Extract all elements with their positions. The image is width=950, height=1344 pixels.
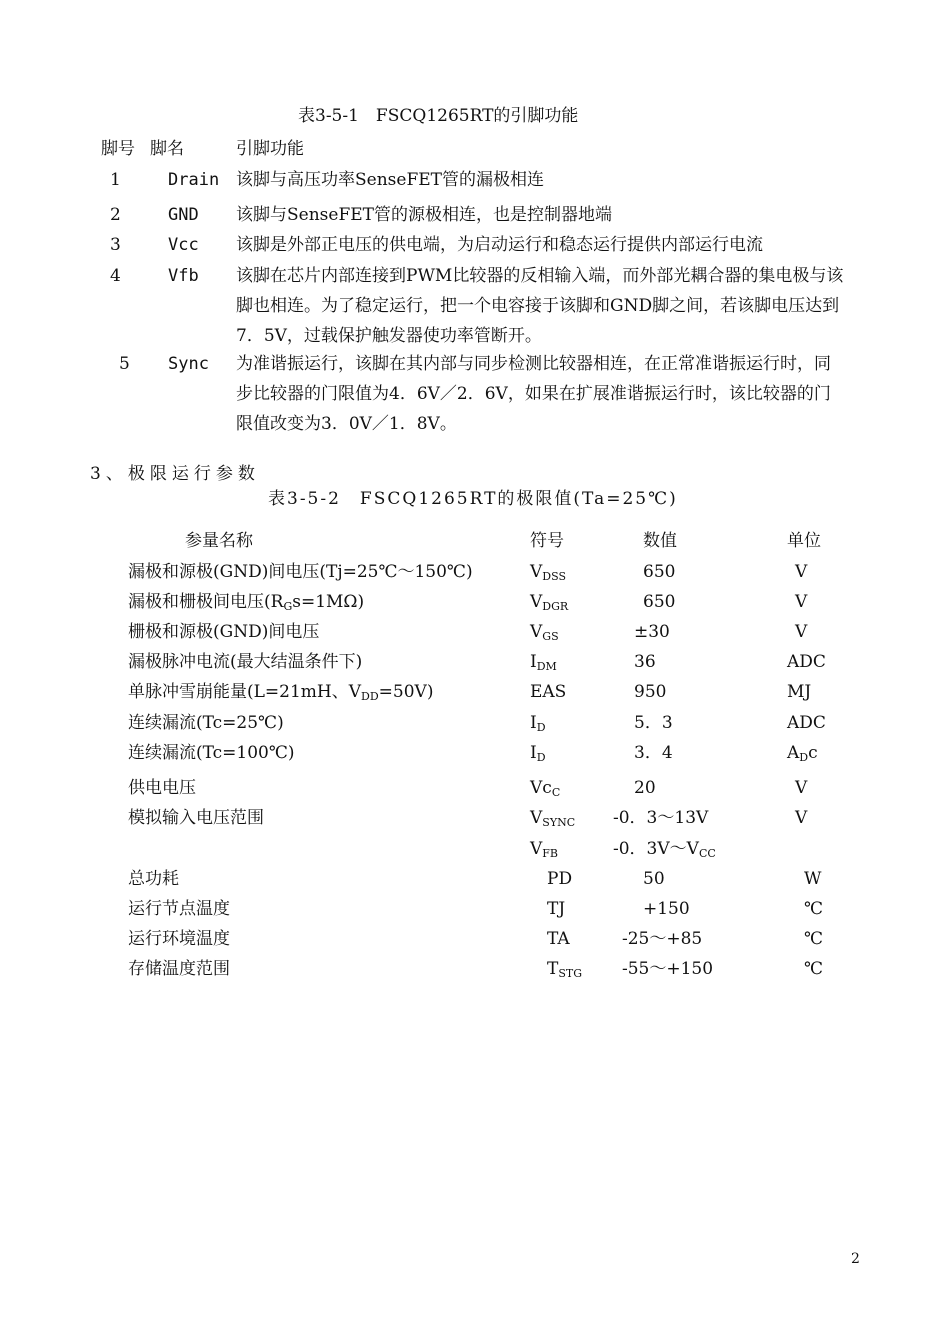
param-name: 运行节点温度 (128, 899, 230, 919)
table2-header-unit: 单位 (787, 531, 821, 551)
param-unit: $A_Dc$ (787, 743, 818, 764)
param-unit: V (795, 622, 808, 642)
param-name: 供电电压 (128, 778, 196, 798)
param-symbol: $V_{SYNC}$ (530, 808, 576, 829)
param-symbol: $V_{DSS}$ (530, 562, 566, 583)
pin-name: GND (168, 205, 199, 225)
param-unit: MJ (787, 682, 812, 702)
param-unit: ℃ (804, 929, 824, 949)
table2-header-param: 参量名称 (185, 531, 253, 551)
table1-header-no: 脚号 (101, 139, 135, 159)
table1-header-name: 脚名 (150, 139, 184, 159)
pin-function: 为准谐振运行，该脚在其内部与同步检测比较器相连，在正常准谐振运行时，同步比较器的门限值为4．6V／2．6V，如果在扩展准谐振运行时，该比较器的门限值改变为3．0V／1．8V。 (236, 354, 831, 434)
param-name: 连续漏流(Tc=25℃) (128, 713, 284, 733)
pin-name: Drain (168, 170, 220, 190)
param-name: 连续漏流(Tc=100℃) (128, 743, 295, 763)
pin-name: Sync (168, 354, 209, 374)
param-name: 栅极和源极(GND)间电压 (128, 622, 320, 642)
param-value: 5．3 (634, 713, 673, 733)
param-value: 650 (643, 592, 676, 612)
pin-no: 2 (110, 205, 121, 225)
pin-function: 该脚与高压功率SenseFET管的漏极相连 (236, 170, 544, 190)
param-name: 总功耗 (128, 869, 179, 889)
pin-name: Vcc (168, 235, 199, 255)
pin-function: 该脚在芯片内部连接到PWM比较器的反相输入端，而外部光耦合器的集电极与该脚也相连。为了稳定运行，把一个电容接于该脚和GND脚之间，若该脚电压达到7．5V，过载保护触发器使功率管断开。 (236, 266, 844, 346)
table2-header-symbol: 符号 (530, 531, 564, 551)
param-unit: W (804, 869, 822, 889)
param-unit: ADC (787, 652, 826, 672)
param-name: 单脉冲雪崩能量(L=21mH、$V_{DD}=50V$) (128, 682, 434, 703)
table2-caption: 表3-5-2 FSCQ1265RT的极限值(Ta=25℃) (268, 489, 678, 509)
param-symbol: $V_{FB}$ (530, 839, 558, 860)
param-value: 36 (634, 652, 656, 672)
param-symbol: $I_{DM}$ (530, 652, 557, 673)
pin-no: 1 (110, 170, 121, 190)
pin-function: 该脚是外部正电压的供电端，为启动运行和稳态运行提供内部运行电流 (236, 235, 763, 255)
param-value: ±30 (634, 622, 670, 642)
table1-caption: 表3-5-1 FSCQ1265RT的引脚功能 (298, 106, 579, 126)
param-value: 3．4 (634, 743, 673, 763)
section-heading: 3、极限运行参数 (90, 464, 260, 484)
param-symbol: $V_{DGR}$ (530, 592, 569, 613)
param-name: 模拟输入电压范围 (128, 808, 264, 828)
param-value: 20 (634, 778, 656, 798)
pin-name: Vfb (168, 266, 199, 286)
param-value: +150 (643, 899, 690, 919)
param-name: 漏极和栅极间电压$(R_Gs=1M\Omega)$ (128, 592, 365, 613)
param-name: 漏极脉冲电流(最大结温条件下) (128, 652, 363, 672)
param-symbol: $V_{GS}$ (530, 622, 559, 643)
param-unit: V (795, 562, 808, 582)
pin-no: 5 (119, 354, 130, 374)
param-symbol: $I_D$ (530, 743, 546, 764)
param-unit: ℃ (804, 959, 824, 979)
param-value: 50 (643, 869, 665, 889)
param-unit: ℃ (804, 899, 824, 919)
param-value: -0．$3V\sim V_{CC}$ (613, 839, 716, 860)
table2-header-value: 数值 (643, 531, 677, 551)
param-name: 存储温度范围 (128, 959, 230, 979)
param-value: -55～+150 (622, 959, 714, 979)
table1-header-func: 引脚功能 (236, 139, 304, 159)
param-name: 运行环境温度 (128, 929, 230, 949)
param-symbol: $T_{STG}$ (547, 959, 583, 980)
param-symbol: $Vc_C$ (530, 778, 561, 799)
param-value: -25～+85 (622, 929, 703, 949)
param-unit: ADC (787, 713, 826, 733)
param-unit: V (795, 592, 808, 612)
pin-no: 4 (110, 266, 121, 286)
param-name: 漏极和源极(GND)间电压(Tj=25℃～150℃) (128, 562, 473, 582)
param-value: 950 (634, 682, 667, 702)
pin-function: 该脚与SenseFET管的源极相连，也是控制器地端 (236, 205, 612, 225)
param-symbol: TJ (547, 899, 566, 919)
param-value: 650 (643, 562, 676, 582)
param-symbol: $I_D$ (530, 713, 546, 734)
param-unit: V (795, 778, 808, 798)
param-symbol: TA (547, 929, 570, 949)
page-number: 2 (851, 1251, 860, 1267)
param-symbol: PD (547, 869, 573, 889)
param-value: -0．3～13V (613, 808, 709, 828)
pin-no: 3 (110, 235, 121, 255)
param-symbol: EAS (530, 682, 567, 702)
param-unit: V (795, 808, 808, 828)
